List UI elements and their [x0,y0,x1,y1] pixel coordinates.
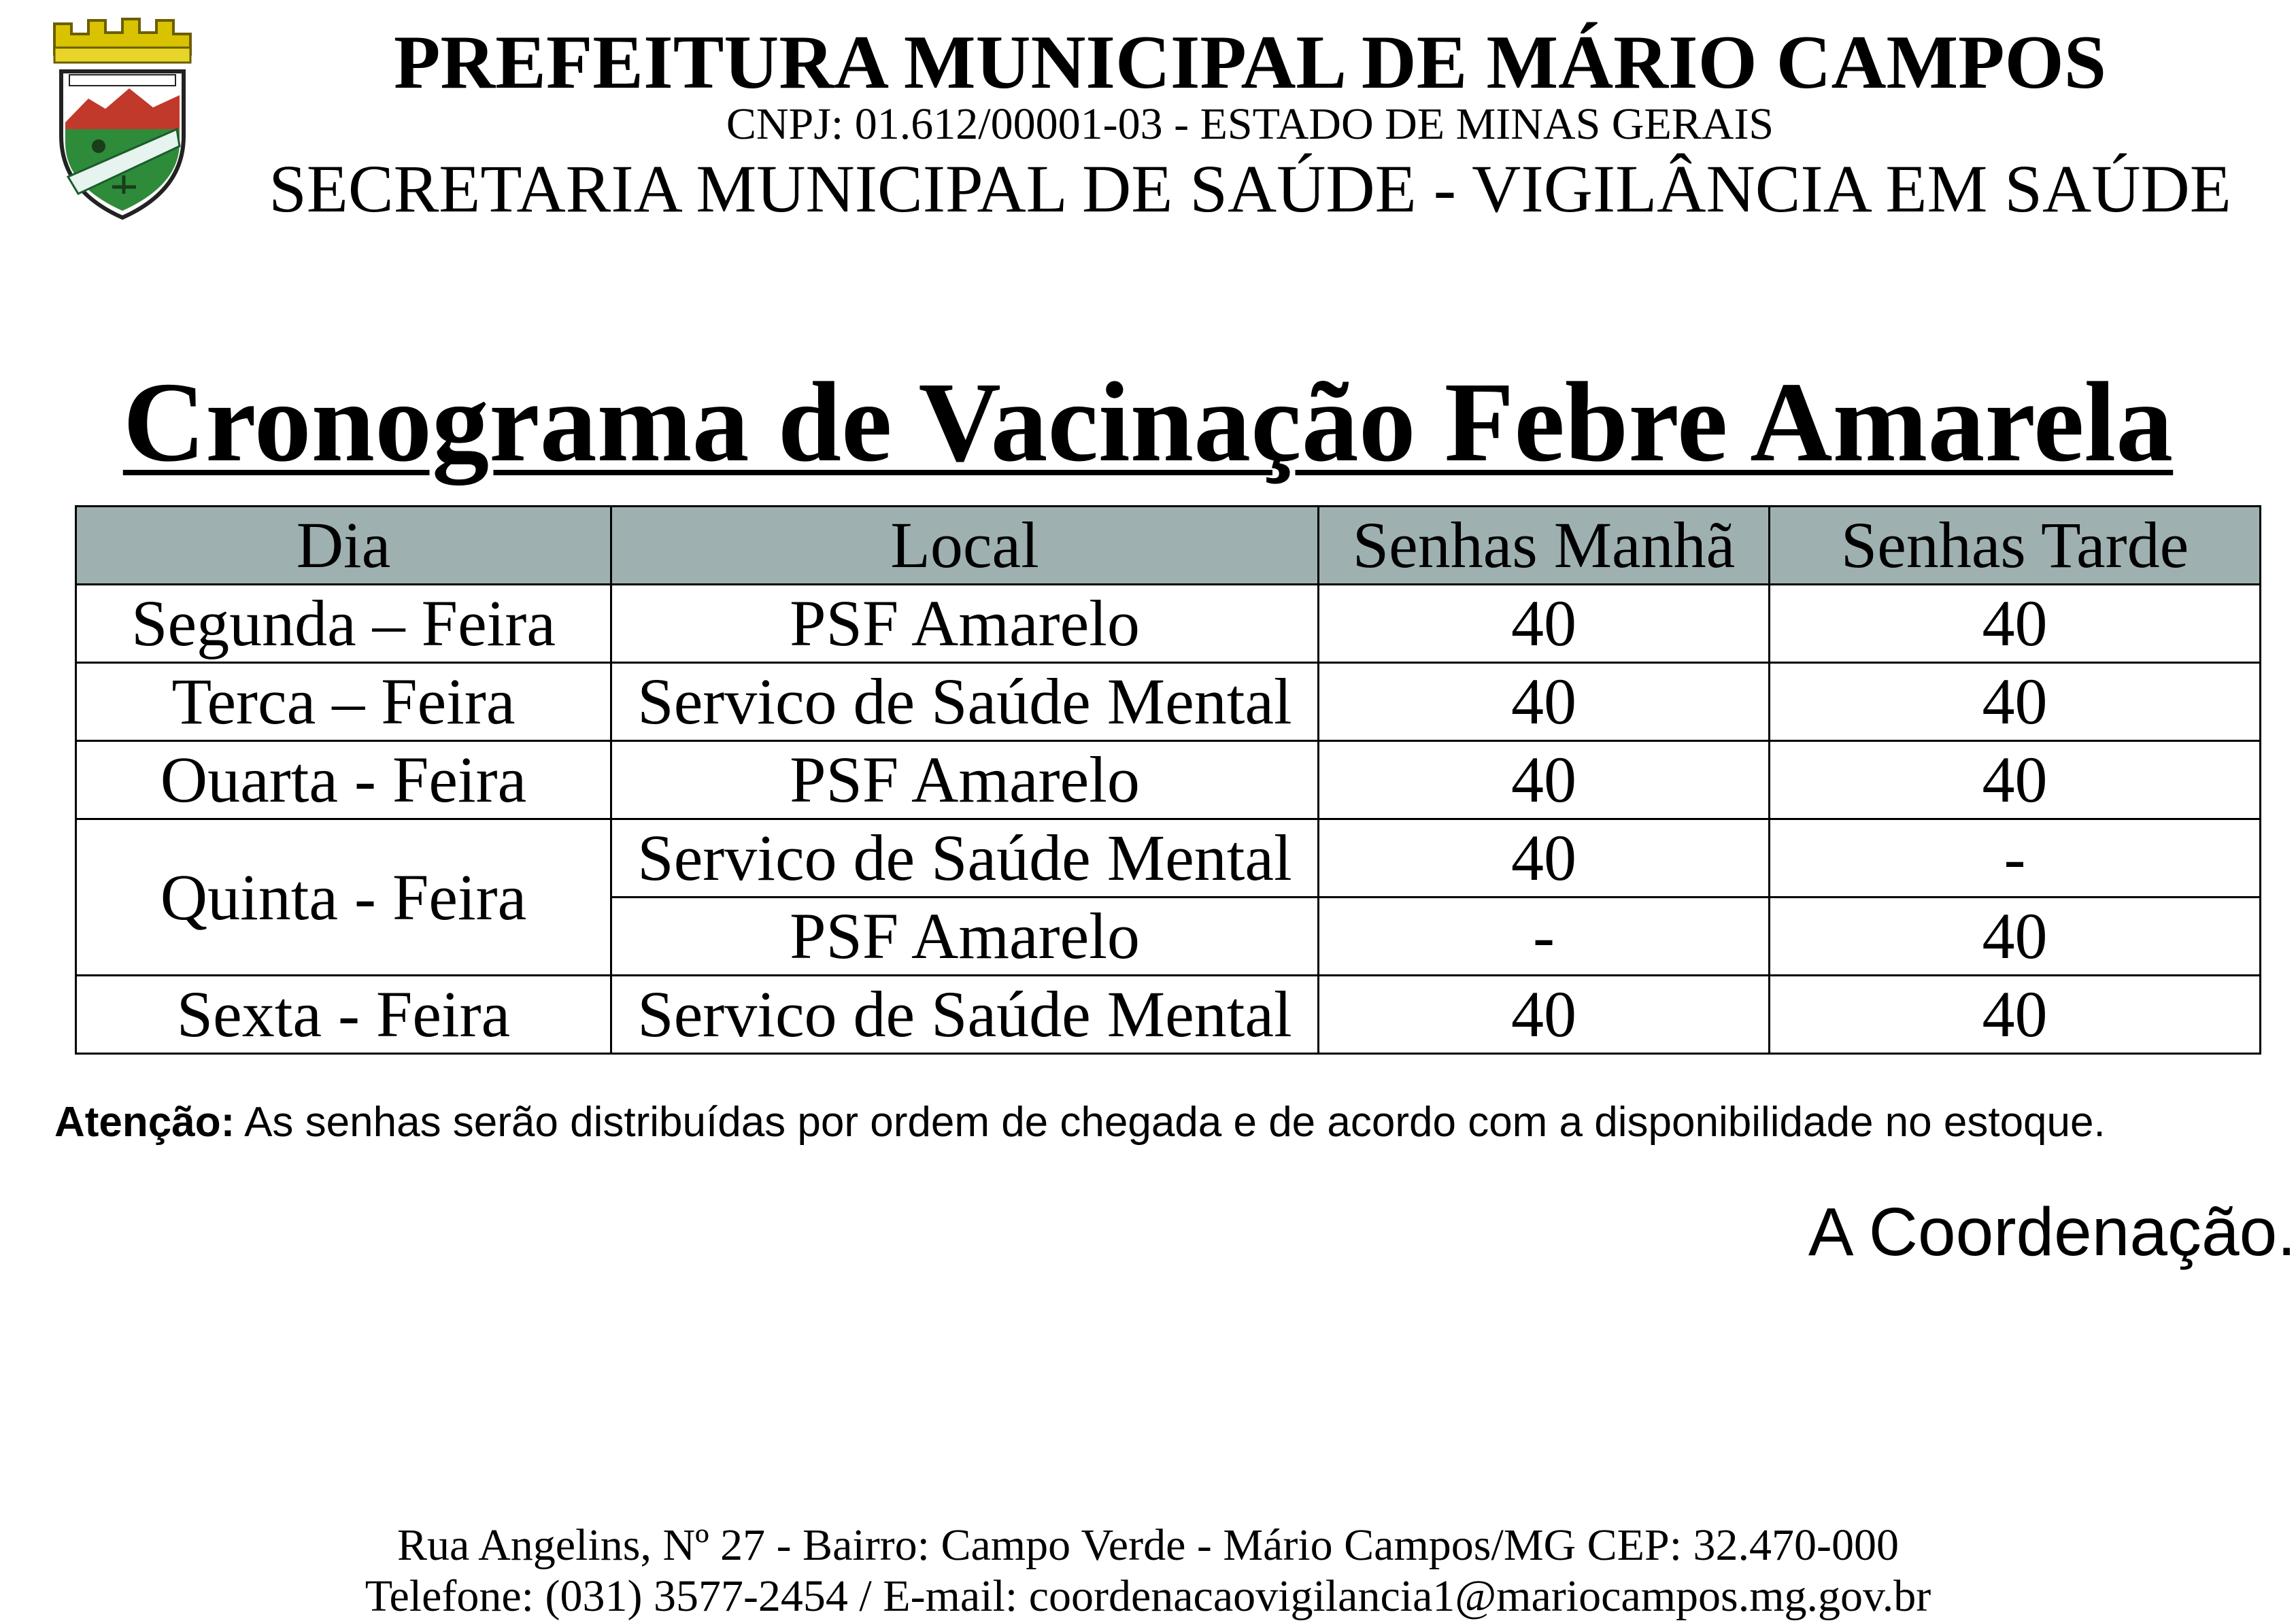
afternoon-cell: 40 [1770,741,2261,819]
local-cell: Servico de Saúde Mental [611,663,1319,741]
table-row [76,819,2261,898]
column-header-local: Local [611,507,1319,585]
morning-cell: 40 [1319,976,1770,1054]
day-cell: Sexta - Feira [76,976,611,1054]
afternoon-cell: 40 [1770,976,2261,1054]
cnpj-line: CNPJ: 01.612/00001-03 - ESTADO DE MINAS GERAIS [726,99,1774,149]
footer-address: Rua Angelins, Nº 27 - Bairro: Campo Verde - Mário Campos/MG CEP: 32.470-000 [396,1520,1900,1570]
attention-note [54,1098,2106,1146]
table-row [76,585,2261,663]
column-header-afternoon: Senhas Tarde [1770,507,2261,585]
attention-text: As senhas serão distribuídas por ordem de chegada e de acordo com a disponibilidade no estoque. [235,1099,2106,1146]
table-row [76,741,2261,819]
afternoon-cell: 40 [1770,585,2261,663]
table-header-row [76,507,2261,585]
local-cell: Servico de Saúde Mental [611,819,1319,898]
page-title: Cronograma de Vacinação Febre Amarela [122,359,2174,485]
morning-cell: 40 [1319,585,1770,663]
morning-cell: 40 [1319,741,1770,819]
table-row [76,976,2261,1054]
afternoon-cell: - [1770,819,2261,898]
morning-cell: - [1319,898,1770,976]
afternoon-cell: 40 [1770,663,2261,741]
table-row [76,663,2261,741]
attention-label: Atenção: [54,1099,235,1146]
footer-contact: Telefone: (031) 3577-2454 / E-mail: coordenacaovigilancia1@mariocampos.mg.gov.br [365,1571,1931,1621]
local-cell: PSF Amarelo [611,898,1319,976]
day-cell: Terca – Feira [76,663,611,741]
afternoon-cell: 40 [1770,898,2261,976]
day-cell: Segunda – Feira [76,585,611,663]
day-cell: Ouarta - Feira [76,741,611,819]
local-cell: PSF Amarelo [611,585,1319,663]
department-line: SECRETARIA MUNICIPAL DE SAÚDE - VIGILÂNCIA EM SAÚDE [269,151,2231,226]
day-cell: Quinta - Feira [76,819,611,976]
local-cell: Servico de Saúde Mental [611,976,1319,1054]
signature: A Coordenação. [1808,1194,2296,1270]
morning-cell: 40 [1319,663,1770,741]
vaccination-schedule-table [75,505,2261,1055]
local-cell: PSF Amarelo [611,741,1319,819]
column-header-morning: Senhas Manhã [1319,507,1770,585]
morning-cell: 40 [1319,819,1770,898]
municipality-title: PREFEITURA MUNICIPAL DE MÁRIO CAMPOS [394,20,2106,105]
column-header-day: Dia [76,507,611,585]
